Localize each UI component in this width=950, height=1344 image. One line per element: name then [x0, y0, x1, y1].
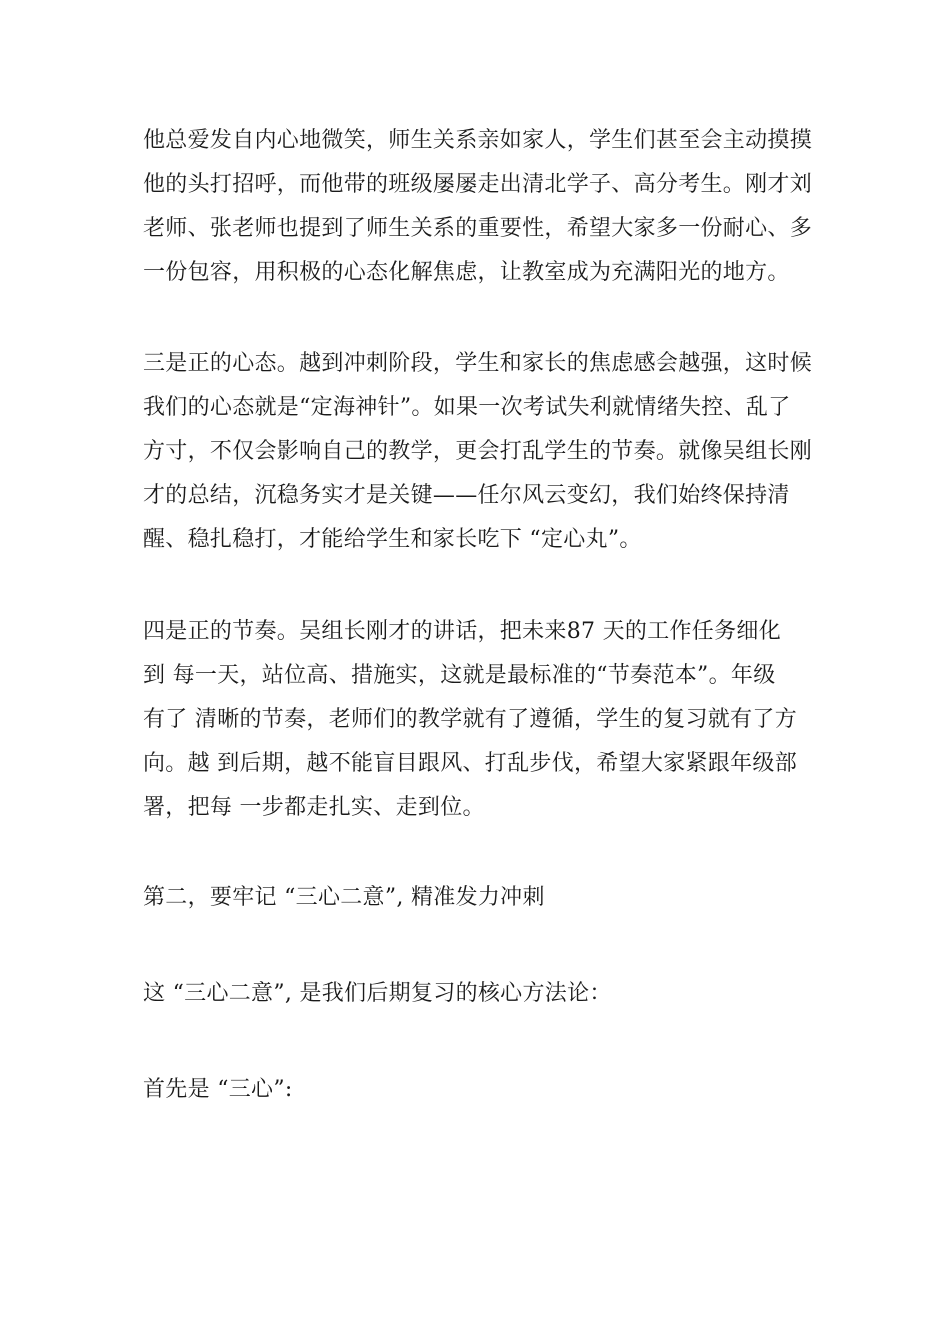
paragraph-1-line-4: 一份包容，用积极的心态化解焦虑，让教室成为充满阳光的地方。 [143, 260, 790, 285]
paragraph-2-line-3: 方寸，不仅会影响自己的教学，更会打乱学生的节奏。就像吴组长刚 [143, 439, 813, 464]
method-intro: 这 “三心二意”, 是我们后期复习的核心方法论： [143, 981, 612, 1006]
paragraph-2-line-1: 三是正的心态。越到冲刺阶段，学生和家长的焦虑感会越强，这时候 [143, 351, 813, 376]
paragraph-3-line-4: 向。越 到后期，越不能盲目跟风、打乱步伐，希望大家紧跟年级部 [143, 751, 797, 776]
paragraph-3-line-3: 有了 清晰的节奏，老师们的教学就有了遵循，学生的复习就有了方 [143, 707, 797, 732]
paragraph-3-line-2: 到 每一天，站位高、措施实，这就是最标准的“节奏范本”。年级 [143, 663, 776, 688]
first-point: 首先是 “三心”: [143, 1077, 293, 1102]
paragraph-1-line-3: 老师、张老师也提到了师生关系的重要性，希望大家多一份耐心、多 [143, 216, 813, 241]
paragraph-2-line-4: 才的总结，沉稳务实才是关键——任尔风云变幻，我们始终保持清 [143, 483, 790, 508]
paragraph-2-line-5: 醒、稳扎稳打，才能给学生和家长吃下 “定心丸”。 [143, 527, 642, 552]
paragraph-2-line-2: 我们的心态就是“定海神针”。如果一次考试失利就情绪失控、乱了 [143, 395, 791, 420]
paragraph-3-line-1: 四是正的节奏。吴组长刚才的讲话，把未来87 天的工作任务细化 [143, 619, 781, 644]
paragraph-1-line-2: 他的头打招呼，而他带的班级屡屡走出清北学子、高分考生。刚才刘 [143, 172, 813, 197]
paragraph-1-line-1: 他总爱发自内心地微笑，师生关系亲如家人，学生们甚至会主动摸摸 [143, 128, 813, 153]
paragraph-3-line-5: 署，把每 一步都走扎实、走到位。 [143, 795, 485, 820]
section-heading: 第二，要牢记 “三心二意”, 精准发力冲刺 [143, 885, 545, 910]
